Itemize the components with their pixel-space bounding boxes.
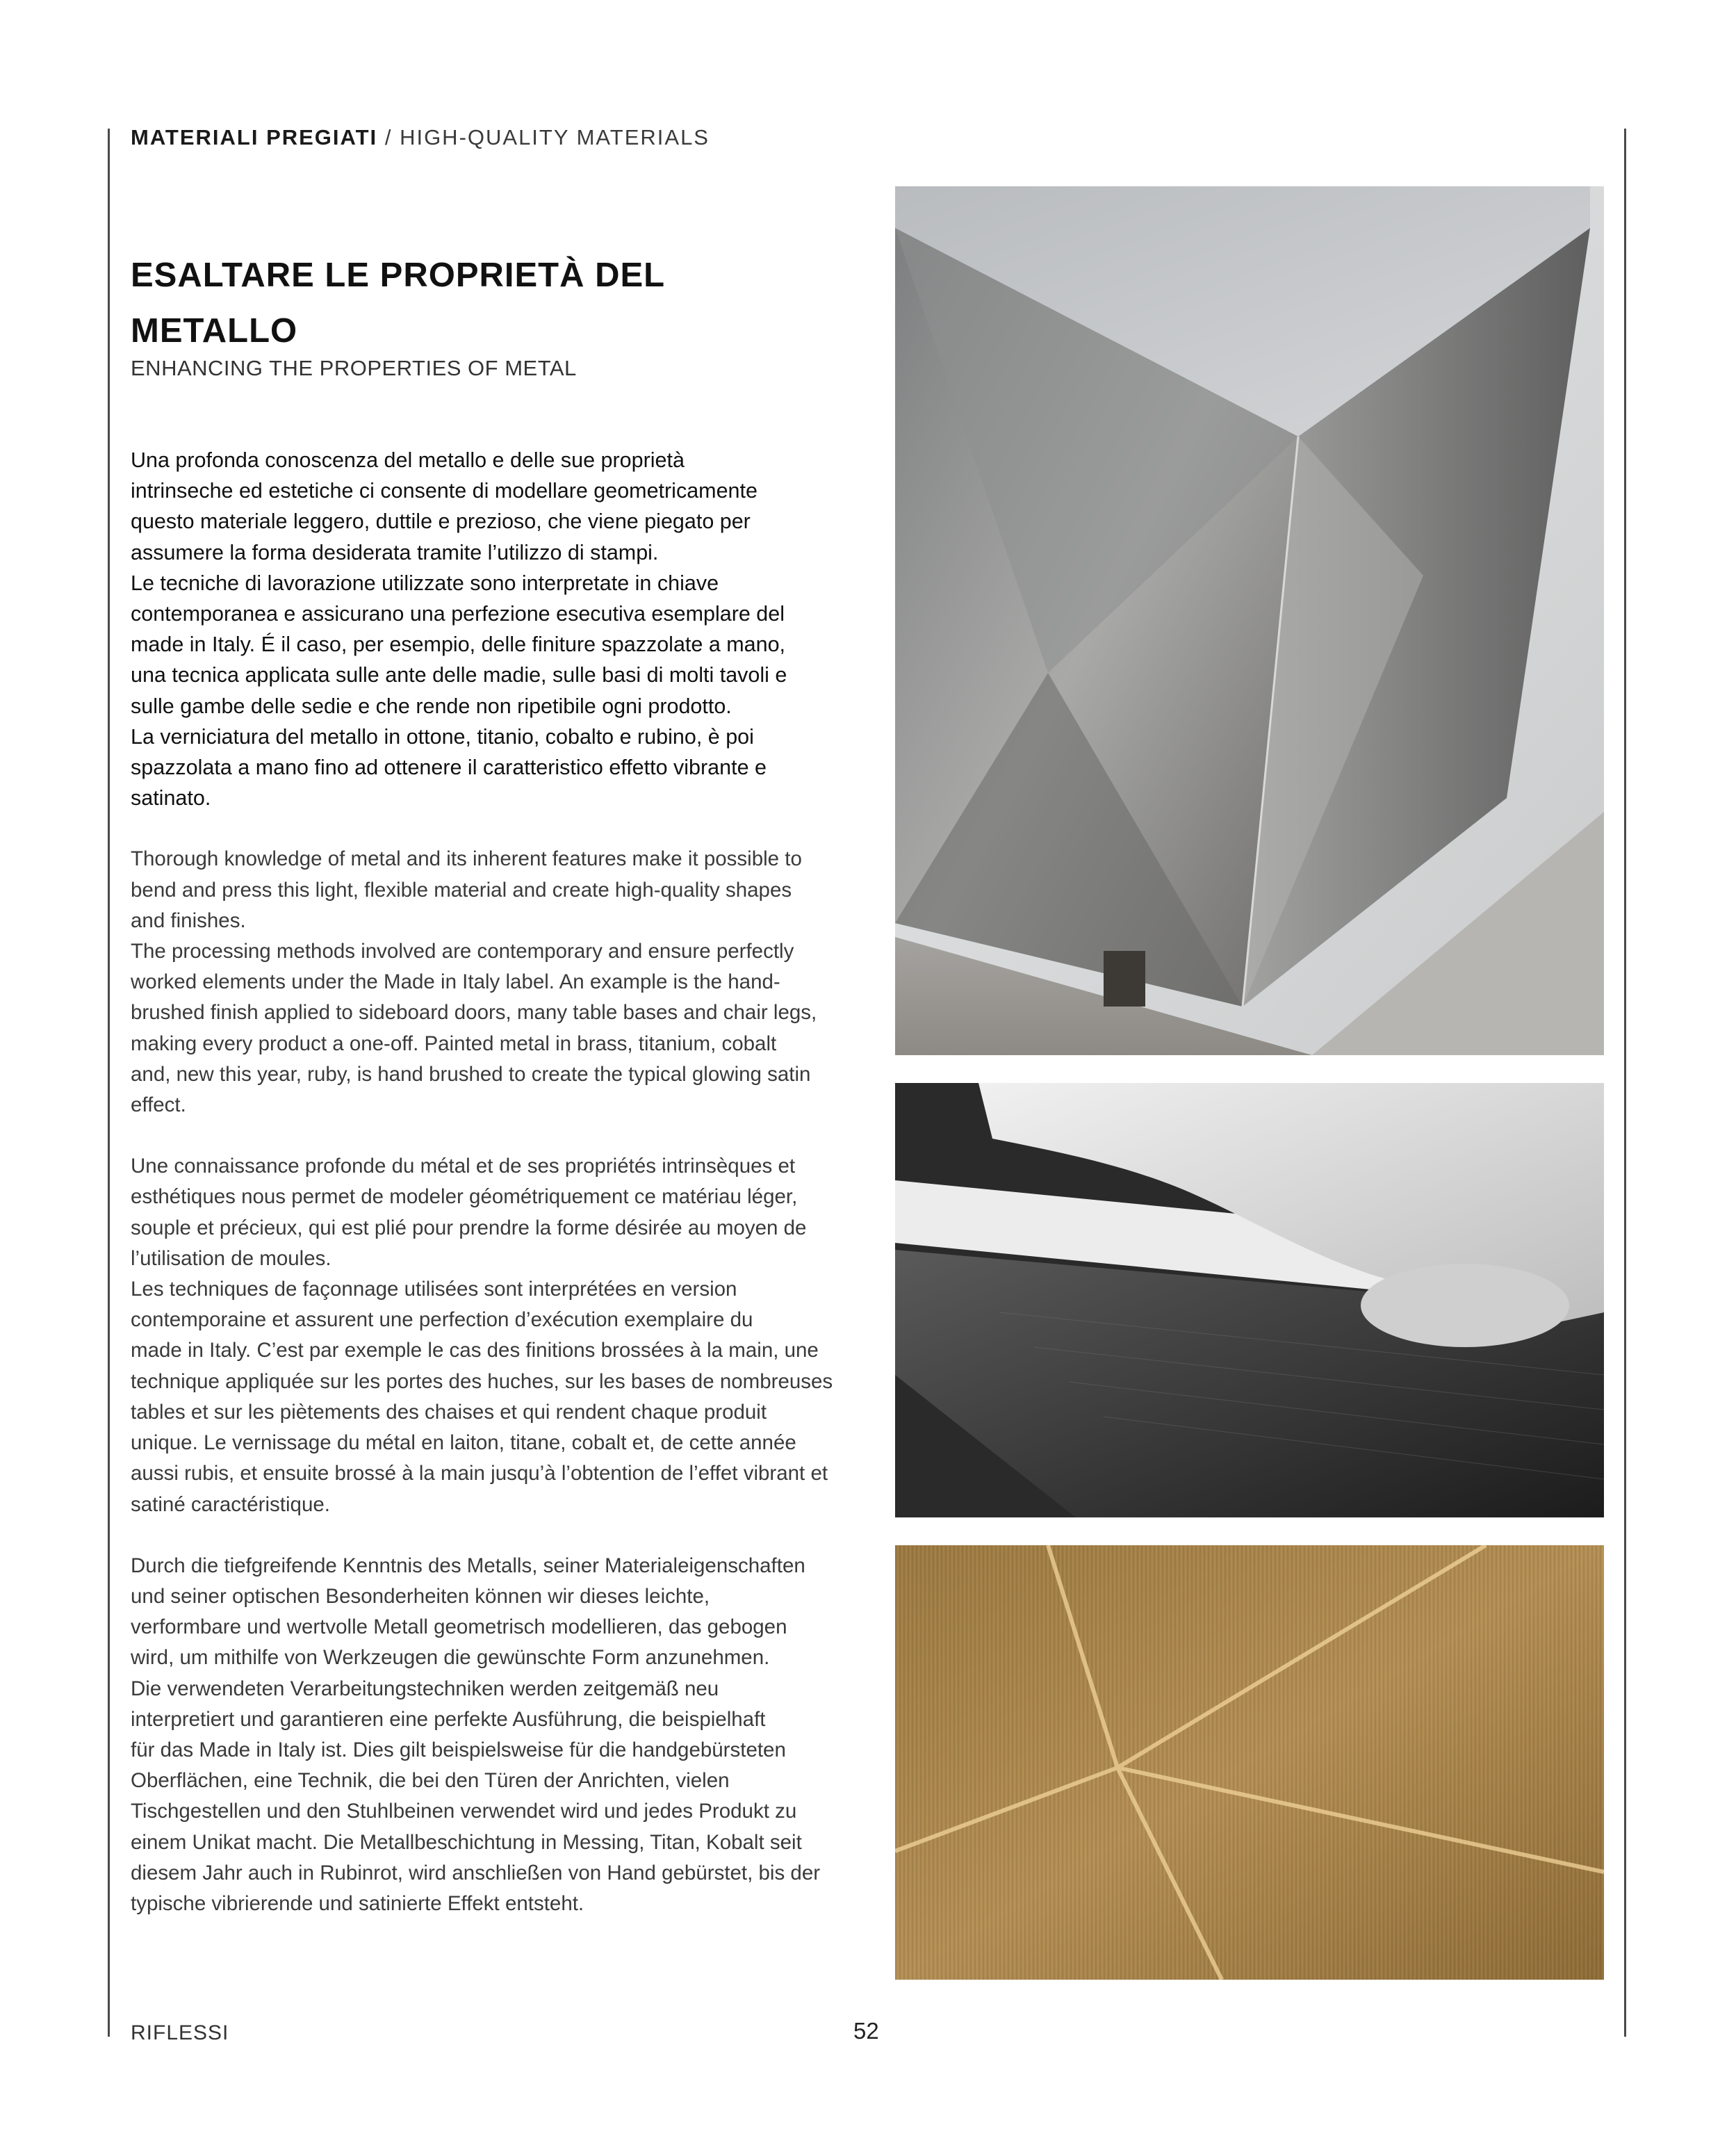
article-title xyxy=(131,247,756,359)
paragraph-line: sulle gambe delle sedie e che rende non ripetibile ogni prodotto. xyxy=(131,694,732,718)
paragraph-line: Une connaissance profonde du métal et de ses propriétés intrinsèques et xyxy=(131,1155,796,1178)
faceted-metal-sideboard-photo xyxy=(895,186,1604,1055)
paragraph-italian xyxy=(131,445,826,813)
paragraph-line: souple et précieux, qui est plié pour prendre la forme désirée au moyen de xyxy=(131,1216,807,1239)
hand-brushing-metal-photo xyxy=(895,1083,1604,1517)
glove-thumb xyxy=(1361,1264,1569,1347)
article-title-line: METALLO xyxy=(131,312,298,350)
paragraph-line: The processing methods involved are contemporary and ensure perfectly xyxy=(131,940,794,963)
paragraph-line: una tecnica applicata sulle ante delle madie, sulle basi di molti tavoli e xyxy=(131,663,787,687)
paragraph-line: making every product a one-off. Painted metal in brass, titanium, cobalt xyxy=(131,1032,777,1055)
section-category-it: MATERIALI PREGIATI xyxy=(131,125,378,149)
paragraph-line: effect. xyxy=(131,1093,186,1117)
paragraph-line: worked elements under the Made in Italy label. An example is the hand- xyxy=(131,970,780,994)
paragraph-line: spazzolata a mano fino ad ottenere il caratteristico effetto vibrante e xyxy=(131,756,767,780)
paragraph-line: satinato. xyxy=(131,786,211,811)
paragraph-line: verformbare und wertvolle Metall geometrisch modellieren, das gebogen xyxy=(131,1615,787,1639)
section-separator: / xyxy=(384,125,393,149)
paragraph-line: contemporaine et assurent une perfection d’exécution exemplaire du xyxy=(131,1308,753,1332)
paragraph-line: Tischgestellen und den Stuhlbeinen verwendet wird und jedes Produkt zu xyxy=(131,1800,797,1823)
paragraph-line: Le tecniche di lavorazione utilizzate sono interpretate in chiave xyxy=(131,571,719,595)
paragraph-line: assumere la forma desiderata tramite l’utilizzo di stampi. xyxy=(131,540,659,564)
paragraph-line: satiné caractéristique. xyxy=(131,1492,330,1516)
paragraph-german xyxy=(131,1551,826,1919)
paragraph-line: made in Italy. C’est par exemple le cas des finitions brossées à la main, une xyxy=(131,1339,819,1362)
paragraph-line: technique appliquée sur les portes des huches, sur les bases de nombreuses xyxy=(131,1369,833,1393)
paragraph-line: Die verwendeten Verarbeitungstechniken werden zeitgemäß neu xyxy=(131,1677,719,1700)
paragraph-line: made in Italy. É il caso, per esempio, delle finiture spazzolate a mano, xyxy=(131,633,786,657)
section-header xyxy=(131,125,710,150)
paragraph-line: and finishes. xyxy=(131,909,246,932)
right-margin-rule xyxy=(1624,129,1626,2037)
paragraph-french xyxy=(131,1151,833,1520)
paragraph-line: tables et sur les piètements des chaises et qui rendent chaque produit xyxy=(131,1400,767,1424)
paragraph-line: Les techniques de façonnage utilisées sont interprétées en version xyxy=(131,1278,737,1301)
paragraph-line: questo materiale leggero, duttile e prezioso, che viene piegato per xyxy=(131,510,751,534)
paragraph-line: intrinseche ed estetiche ci consente di modellare geometricamente xyxy=(131,479,758,503)
paragraph-line: aussi rubis, et ensuite brossé à la main jusqu’à l’obtention de l’effet vibrant et xyxy=(131,1462,828,1485)
paragraph-line: l’utilisation de moules. xyxy=(131,1246,331,1270)
left-margin-rule xyxy=(108,129,110,2037)
paragraph-line: Oberflächen, eine Technik, die bei den Türen der Anrichten, vielen xyxy=(131,1769,730,1793)
sideboard-leg xyxy=(1104,951,1145,1007)
paragraph-line: Una profonda conoscenza del metallo e delle sue proprietà xyxy=(131,448,685,472)
brass-brush-texture xyxy=(895,1545,1604,1980)
paragraph-line: unique. Le vernissage du métal en laiton, titane, cobalt et, de cette année xyxy=(131,1431,796,1455)
paragraph-line: and, new this year, ruby, is hand brushed to create the typical glowing satin xyxy=(131,1062,811,1086)
paragraph-line: einem Unikat macht. Die Metallbeschichtung in Messing, Titan, Kobalt seit xyxy=(131,1830,802,1854)
paragraph-line: La verniciatura del metallo in ottone, titanio, cobalto e rubino, è poi xyxy=(131,724,754,749)
paragraph-line: diesem Jahr auch in Rubinrot, wird anschließen von Hand gebürstet, bis der xyxy=(131,1861,821,1884)
publication-name: RIFLESSI xyxy=(131,2021,229,2044)
article-subtitle: ENHANCING THE PROPERTIES OF METAL xyxy=(131,356,577,380)
paragraph-line: brushed finish applied to sideboard doors, many table bases and chair legs, xyxy=(131,1001,817,1025)
paragraph-line: contemporanea e assicurano una perfezione esecutiva esemplare del xyxy=(131,602,785,626)
paragraph-line: Durch die tiefgreifende Kenntnis des Metalls, seiner Materialeigenschaften xyxy=(131,1554,805,1577)
paragraph-line: esthétiques nous permet de modeler géométriquement ce matériau léger, xyxy=(131,1185,798,1209)
article-body xyxy=(131,445,833,1950)
paragraph-line: interpretiert und garantieren eine perfekte Ausführung, die beispielhaft xyxy=(131,1707,766,1731)
paragraph-line: Thorough knowledge of metal and its inherent features make it possible to xyxy=(131,847,802,871)
paragraph-line: bend and press this light, flexible material and create high-quality shapes xyxy=(131,878,792,902)
paragraph-line: wird, um mithilfe von Werkzeugen die gewünschte Form anzunehmen. xyxy=(131,1646,770,1670)
section-category-en: HIGH-QUALITY MATERIALS xyxy=(400,125,710,149)
brushed-brass-surface-photo xyxy=(895,1545,1604,1980)
paragraph-line: typische vibrierende und satinierte Effekt entsteht. xyxy=(131,1891,584,1915)
paragraph-english xyxy=(131,844,826,1121)
paragraph-line: und seiner optischen Besonderheiten können wir dieses leichte, xyxy=(131,1584,710,1608)
article-title-line: ESALTARE LE PROPRIETÀ DEL xyxy=(131,256,666,294)
paragraph-line: für das Made in Italy ist. Dies gilt beispielsweise für die handgebürsteten xyxy=(131,1738,786,1761)
page-number: 52 xyxy=(853,2018,879,2044)
